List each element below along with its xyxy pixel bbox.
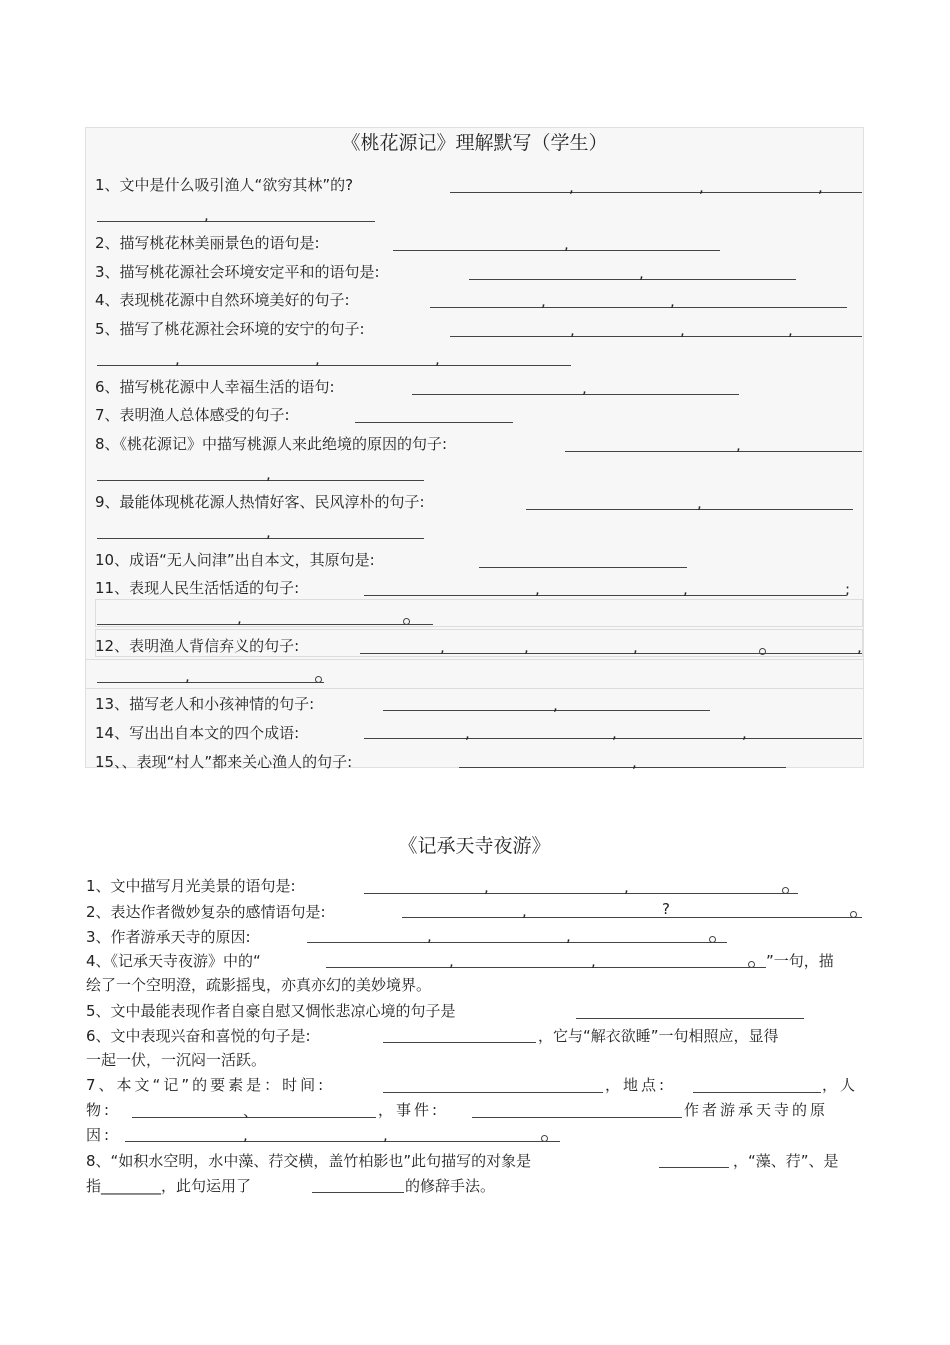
s2-question-2: 2、表达作者微妙复杂的感情语句是: bbox=[86, 903, 326, 921]
question-11-box bbox=[95, 599, 863, 627]
question-15: 15、、表现“村人”都来关心渔人的句子: bbox=[95, 753, 353, 771]
question-10: 10、成语“无人问津”出自本文，其原句是: bbox=[95, 551, 375, 569]
question-12-cont-box bbox=[85, 659, 864, 689]
s2-question-7-person: ，人 bbox=[822, 1076, 859, 1094]
s2-question-7-place: ，地点: bbox=[605, 1076, 668, 1094]
question-8: 8、《桃花源记》中描写桃源人来此绝境的原因的句子: bbox=[95, 435, 448, 453]
question-1: 1、文中是什么吸引渔人“欲穷其林”的? bbox=[95, 176, 354, 194]
s2-question-8: 8、“如积水空明，水中藻、荇交横，盖竹柏影也”此句描写的对象是 bbox=[86, 1152, 532, 1170]
question-6: 6、描写桃花源中人幸福生活的语句: bbox=[95, 378, 335, 396]
s2-question-6: 6、文中表现兴奋和喜悦的句子是: bbox=[86, 1027, 311, 1045]
question-12: 12、表明渔人背信弃义的句子: bbox=[95, 637, 300, 655]
s2-question-7-line2: 物: bbox=[86, 1101, 113, 1119]
s2-question-6-line2: 一起一伏，一沉闷一活跃。 bbox=[86, 1051, 267, 1069]
worksheet-title: 《桃花源记》理解默写（学生） bbox=[341, 132, 608, 154]
s2-question-8-end: 的修辞手法。 bbox=[405, 1177, 496, 1195]
question-9: 9、最能体现桃花源人热情好客、民风淳朴的句子: bbox=[95, 493, 425, 511]
s2-question-8-line2: 指________，此句运用了 bbox=[86, 1177, 252, 1195]
s2-question-7-event: ，事件: bbox=[378, 1101, 441, 1119]
s2-question-6-tail: ，它与“解衣欲睡”一句相照应，显得 bbox=[538, 1027, 779, 1045]
question-2: 2、描写桃花林美丽景色的语句是: bbox=[95, 234, 320, 252]
s2-question-7-reason: 作者游承天寺的原 bbox=[684, 1101, 829, 1119]
s2-question-3: 3、作者游承天寺的原因: bbox=[86, 928, 251, 946]
s2-question-8-tail: ，“藻、荇”、是 bbox=[733, 1152, 839, 1170]
s2-question-7-line3: 因: bbox=[86, 1126, 113, 1144]
s2-question-4: 4、《记承天寺夜游》中的“ bbox=[86, 952, 261, 970]
section-title: 《记承天寺夜游》 bbox=[398, 835, 551, 857]
s2-question-4-line2: 绘了一个空明澄，疏影摇曳，亦真亦幻的美妙境界。 bbox=[86, 976, 432, 994]
question-5: 5、描写了桃花源社会环境的安宁的句子: bbox=[95, 320, 365, 338]
s2-question-4-tail: ”一句，描 bbox=[766, 952, 834, 970]
question-13: 13、描写老人和小孩神情的句子: bbox=[95, 695, 315, 713]
question-11: 11、表现人民生活恬适的句子: bbox=[95, 579, 300, 597]
question-14: 14、写出出自本文的四个成语: bbox=[95, 724, 300, 742]
s2-question-5: 5、文中最能表现作者自豪自慰又惆怅悲凉心境的句子是 bbox=[86, 1002, 456, 1020]
question-7: 7、表明渔人总体感受的句子: bbox=[95, 406, 290, 424]
question-4: 4、表现桃花源中自然环境美好的句子: bbox=[95, 291, 350, 309]
s2-question-1: 1、文中描写月光美景的语句是: bbox=[86, 877, 296, 895]
question-mark: ? bbox=[662, 900, 670, 918]
question-3: 3、描写桃花源社会环境安定平和的语句是: bbox=[95, 263, 380, 281]
s2-question-7: 7、本文“记”的要素是：时间: bbox=[86, 1076, 327, 1094]
